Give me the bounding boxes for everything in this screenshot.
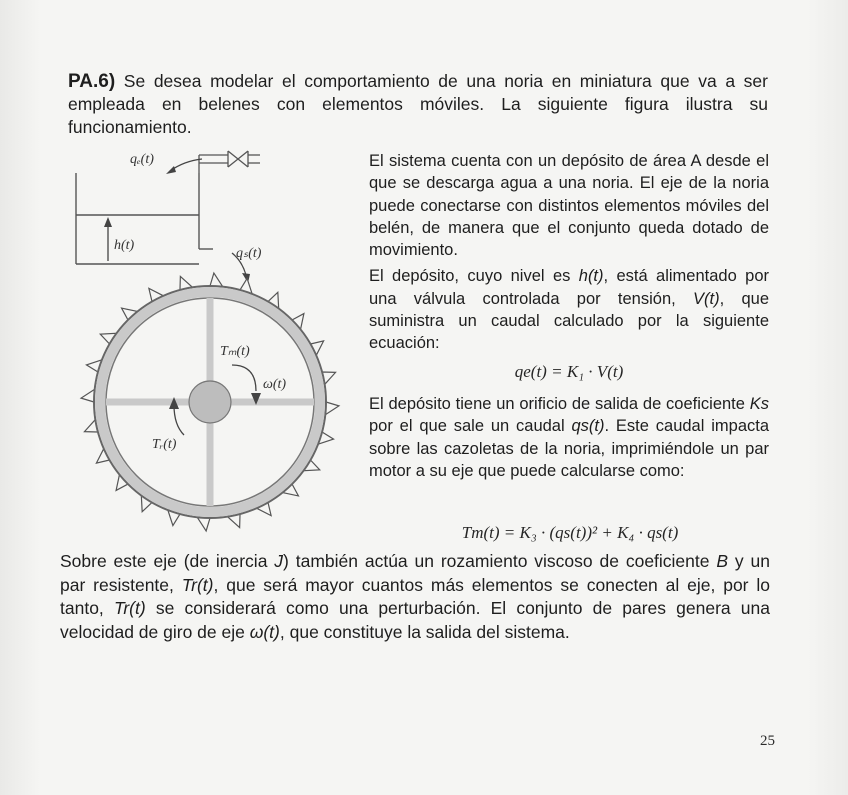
closing-d: , que será mayor cuantos más elementos se conecten al eje, por lo tanto, bbox=[60, 574, 771, 618]
wheel-bucket bbox=[197, 517, 210, 531]
paragraph-valve bbox=[369, 265, 769, 354]
closing-b: ) también actúa un rozamiento viscoso de coeficiente bbox=[283, 551, 717, 571]
valve-symbol bbox=[199, 151, 260, 173]
page-number: 25 bbox=[760, 733, 775, 749]
equation-qe: qe(t) = K₁ · V(t) bbox=[514, 361, 624, 381]
tm-label: Tₘ(t) bbox=[220, 344, 250, 359]
p3-text-b: por el que sale un caudal bbox=[369, 417, 572, 436]
equation-tm: Tm(t) = K₃ · (qs(t))² + K₄ · qs(t) bbox=[461, 523, 679, 542]
wheel-bucket bbox=[210, 273, 223, 287]
paragraph-system: El sistema cuenta con un depósito de área A desde el que se descarga agua a una noria. El eje de la noria puede conectarse con distintos elementos móviles del belén, de manera que el conjunto queda dotado de movimiento. bbox=[369, 152, 769, 260]
closing-bb: B bbox=[716, 551, 729, 571]
omega-label: ω(t) bbox=[263, 377, 287, 392]
p2-h: h(t) bbox=[578, 267, 604, 286]
wheel-bucket bbox=[81, 389, 95, 402]
qe-arrowhead bbox=[166, 166, 176, 174]
closing-tr2: Tr(t) bbox=[113, 598, 146, 618]
description-column bbox=[369, 150, 769, 486]
p2-text-c: , que suministra un caudal calculado por la siguiente ecuación: bbox=[369, 289, 769, 353]
h-arrowhead bbox=[104, 217, 112, 227]
p3-qs: qs(t) bbox=[571, 417, 605, 436]
intro-paragraph bbox=[68, 70, 768, 139]
tank bbox=[76, 173, 213, 264]
problem-heading: PA.6) bbox=[68, 71, 116, 92]
h-label: h(t) bbox=[114, 238, 135, 253]
qs-label: qₛ(t) bbox=[236, 246, 262, 261]
water-wheel-diagram bbox=[62, 143, 362, 533]
intro-text: Se desea modelar el comportamiento de una noria en miniatura que va a ser empleada en belenes con elementos móviles. La siguiente figura ilustra su funcionamiento. bbox=[68, 71, 768, 137]
closing-tr1: Tr(t) bbox=[181, 574, 214, 595]
closing-paragraph bbox=[60, 550, 770, 644]
paragraph-outlet bbox=[369, 393, 769, 482]
closing-w: ω(t) bbox=[249, 621, 280, 642]
wheel-bucket bbox=[325, 402, 339, 415]
closing-c: y un par resistente, bbox=[60, 551, 770, 595]
water-wheel-figure bbox=[62, 143, 362, 533]
closing-f: , que constituye la salida del sistema. bbox=[279, 621, 570, 642]
p3-text-c: . Este caudal impacta sobre las cazoletas de la noria, imprimiéndole un par motor a su eje que puede calcularse como: bbox=[369, 417, 770, 480]
qe-label: qₑ(t) bbox=[130, 152, 154, 167]
p2-v: V(t) bbox=[693, 289, 720, 308]
closing-a: Sobre este eje (de inercia bbox=[60, 551, 275, 571]
p3-ks: Ks bbox=[749, 394, 769, 413]
closing-j: J bbox=[274, 551, 284, 571]
tr-label: Tᵣ(t) bbox=[152, 437, 177, 452]
wheel-hub bbox=[189, 381, 231, 423]
p3-text-a: El depósito tiene un orificio de salida de coeficiente bbox=[369, 394, 750, 413]
p2-text-b: , está alimentado por una válvula controlada por tensión, bbox=[369, 267, 769, 308]
p2-text-a: El depósito, cuyo nivel es bbox=[369, 267, 579, 286]
closing-e: se considerará como una perturbación. El conjunto de pares genera una velocidad de giro de eje bbox=[60, 598, 770, 642]
